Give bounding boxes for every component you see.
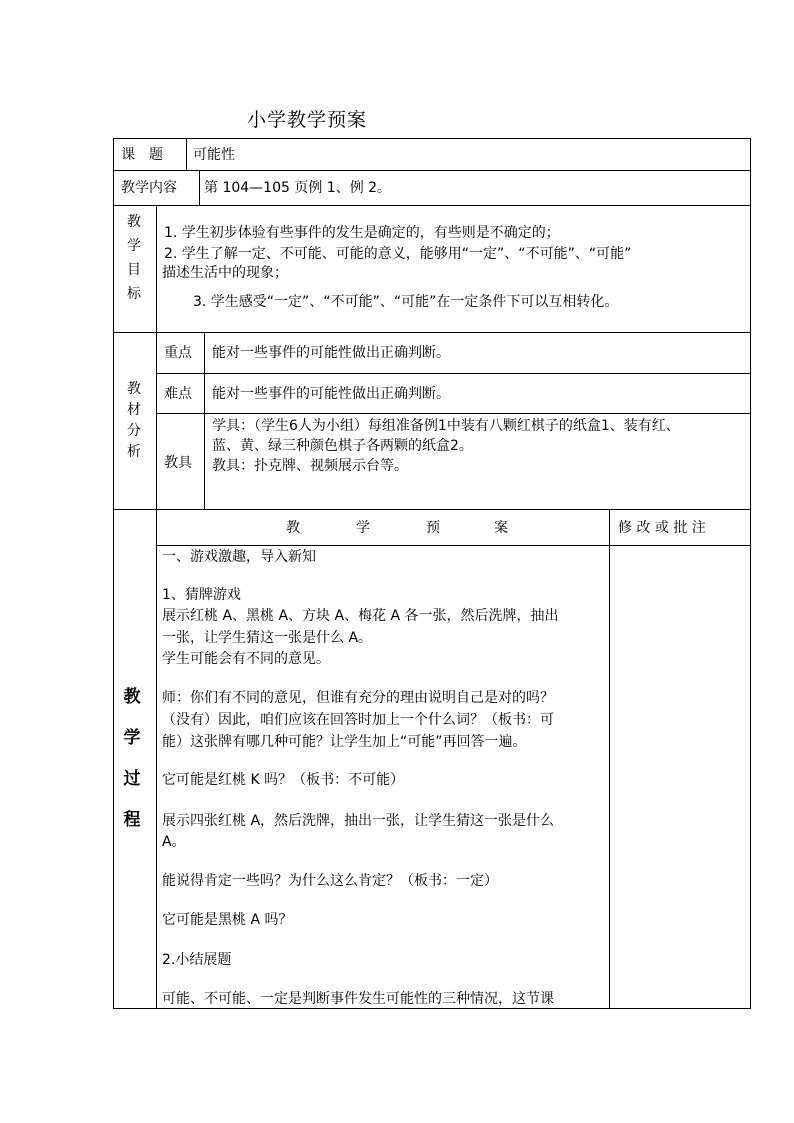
row-divider xyxy=(113,205,751,206)
content-value: 第 104—105 页例 1、例 2。 xyxy=(204,180,392,196)
row-divider xyxy=(113,332,751,333)
topic-label: 课 题 xyxy=(121,147,163,163)
col-divider xyxy=(186,138,187,171)
col-divider xyxy=(204,332,205,510)
page-title: 小学教学预案 xyxy=(247,109,368,131)
process-line: 学生可能会有不同的意见。 xyxy=(162,651,330,667)
process-line: 它可能是黑桃 A 吗？ xyxy=(162,912,293,928)
plan-header-char: 预 xyxy=(426,520,440,536)
process-line: 可能、不可能、一定是判断事件发生可能性的三种情况，这节课 xyxy=(162,991,554,1007)
tools-line: 蓝、黄、绿三种颜色棋子各两颗的纸盒2。 xyxy=(212,438,473,454)
col-divider xyxy=(609,509,610,1009)
process-line: 1、猜牌游戏 xyxy=(162,587,241,603)
table-border-right xyxy=(750,138,751,1009)
process-line: 一、游戏激趣，导入新知 xyxy=(162,549,316,565)
process-line: （没有）因此，咱们应该在回答时加上一个什么词？（板书：可 xyxy=(162,712,554,728)
row-divider xyxy=(156,373,751,374)
topic-value: 可能性 xyxy=(193,147,235,163)
goals-label: 教 学 目 标 xyxy=(127,214,141,302)
table-border-top xyxy=(113,138,751,139)
plan-header-char: 教 xyxy=(286,520,300,536)
col-divider xyxy=(199,170,200,206)
key-point-value: 能对一些事件的可能性做出正确判断。 xyxy=(212,345,450,361)
plan-header-char: 学 xyxy=(356,520,370,536)
process-label: 教 学 过 程 xyxy=(123,687,141,830)
col-divider xyxy=(156,205,157,333)
process-line: 一张，让学生猜这一张是什么 A。 xyxy=(162,630,373,646)
row-divider xyxy=(113,170,751,171)
difficult-point-label: 难点 xyxy=(164,386,192,402)
process-line: 展示红桃 A、黑桃 A、方块 A、梅花 A 各一张，然后洗牌，抽出 xyxy=(162,608,559,624)
process-line: 能说得肯定一些吗？为什么这么肯定？（板书：一定） xyxy=(162,873,498,889)
row-divider xyxy=(113,509,751,510)
process-line: 能）这张牌有哪几种可能？让学生加上“可能”再回答一遍。 xyxy=(162,734,527,750)
notes-header: 修 改 或 批 注 xyxy=(618,520,706,536)
tools-line: 学具：（学生6人为小组）每组准备例1中装有八颗红棋子的纸盒1、装有红、 xyxy=(212,418,680,434)
goal-line: 描述生活中的现象； xyxy=(162,265,288,281)
process-line: 2.小结展题 xyxy=(162,952,232,968)
goal-line: 1. 学生初步体验有些事件的发生是确定的，有些则是不确定的； xyxy=(164,225,560,241)
key-point-label: 重点 xyxy=(164,345,192,361)
row-divider xyxy=(156,545,751,546)
goal-line: 3. 学生感受“一定”、“不可能”、“可能”在一定条件下可以互相转化。 xyxy=(193,294,619,310)
tools-line: 教具：扑克牌、视频展示台等。 xyxy=(212,458,408,474)
process-line: 它可能是红桃 K 吗？（板书：不可能） xyxy=(162,772,405,788)
table-border-left xyxy=(113,138,114,1009)
col-divider xyxy=(156,509,157,1009)
analysis-label: 教 材 分 析 xyxy=(127,381,141,460)
process-line: 师：你们有不同的意见，但谁有充分的理由说明自己是对的吗？ xyxy=(162,690,554,706)
process-line: 展示四张红桃 A，然后洗牌，抽出一张，让学生猜这一张是什么 xyxy=(162,813,555,829)
plan-header-char: 案 xyxy=(494,520,508,536)
tools-label: 教具 xyxy=(164,455,192,471)
goal-line: 2. 学生了解一定、不可能、可能的意义，能够用“一定”、“不可能”、“可能” xyxy=(164,246,632,262)
row-divider xyxy=(156,413,751,414)
col-divider xyxy=(156,332,157,510)
content-label: 教学内容 xyxy=(121,180,177,196)
process-line: A。 xyxy=(162,834,186,850)
difficult-point-value: 能对一些事件的可能性做出正确判断。 xyxy=(212,386,450,402)
